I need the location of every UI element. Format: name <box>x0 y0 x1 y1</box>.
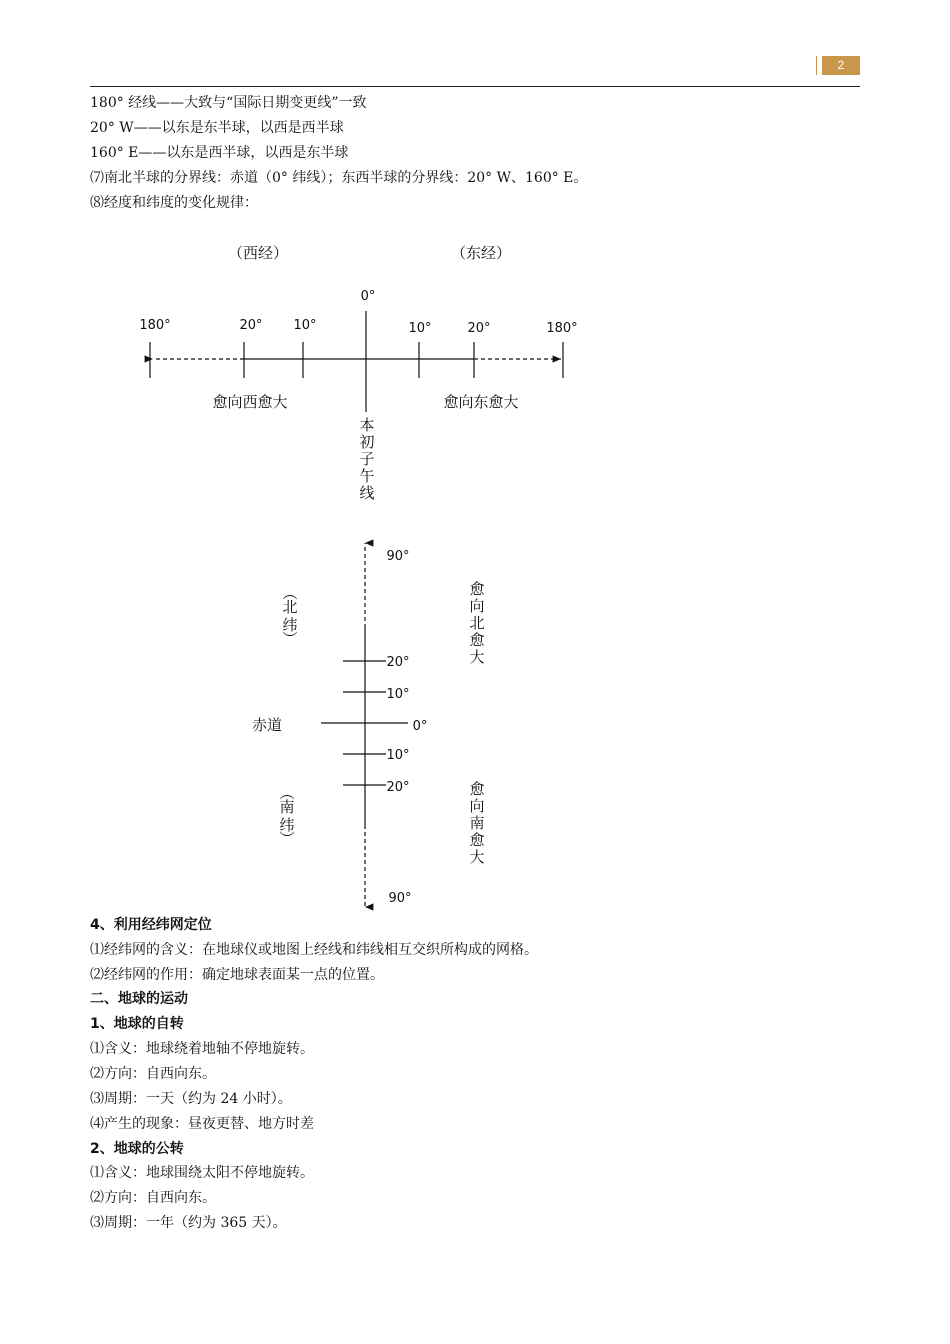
south-latitude-char: 纬 <box>279 816 295 834</box>
east-trend-label: 愈向东愈大 <box>443 393 519 411</box>
tick-label: 180° <box>546 321 578 336</box>
south-trend-char: 大 <box>469 848 485 866</box>
text-line: ⑴含义：地球围绕太阳不停地旋转。 <box>90 1165 314 1181</box>
north-trend-char: 北 <box>469 614 485 632</box>
west-longitude-label: （西经） <box>227 244 289 262</box>
section-heading: 二、地球的运动 <box>90 991 188 1007</box>
tick-label: 20° <box>239 318 263 333</box>
section-heading: 1、地球的自转 <box>90 1016 184 1032</box>
tick-label: 20° <box>386 780 410 795</box>
longitude-diagram <box>139 244 577 502</box>
tick-label: 10° <box>408 321 432 336</box>
text-line: ⑴含义：地球绕着地轴不停地旋转。 <box>90 1041 314 1057</box>
north-latitude-char: 纬 <box>282 616 298 634</box>
section-heading: 4、利用经纬网定位 <box>90 917 212 933</box>
north-trend-char: 愈 <box>469 580 485 598</box>
text-line: 180° 经线——大致与“国际日期变更线”一致 <box>90 95 367 111</box>
south-pole-label: 90° <box>388 891 412 906</box>
south-trend-char: 愈 <box>469 831 485 849</box>
page-number-badge: 2 <box>822 56 860 75</box>
equator-label: 赤道 <box>251 716 283 734</box>
text-line: 20° W——以东是东半球，以西是西半球 <box>90 120 344 136</box>
north-latitude-char: ︶ <box>282 630 298 648</box>
tick-label: 10° <box>293 318 317 333</box>
prime-meridian-char: 午 <box>359 467 375 485</box>
south-trend-char: 南 <box>469 814 485 832</box>
latitude-diagram <box>252 543 485 907</box>
zero-longitude-label: 0° <box>360 289 376 304</box>
north-trend-char: 愈 <box>469 631 485 649</box>
prime-meridian-char: 本 <box>359 416 375 434</box>
tick-label: 0° <box>412 719 428 734</box>
north-latitude-char: ︵ <box>282 584 298 602</box>
tick-label: 20° <box>467 321 491 336</box>
tick-label: 10° <box>386 748 410 763</box>
prime-meridian-char: 线 <box>359 484 375 502</box>
east-longitude-label: （东经） <box>450 244 512 262</box>
text-line: ⑺南北半球的分界线：赤道（0° 纬线）；东西半球的分界线：20° W、160° E。 <box>90 170 588 186</box>
north-pole-label: 90° <box>386 549 410 564</box>
south-latitude-char: ︶ <box>279 830 295 848</box>
south-latitude-char: 南 <box>279 798 295 816</box>
text-line: ⑴经纬网的含义：在地球仪或地图上经线和纬线相互交织所构成的网格。 <box>90 942 538 958</box>
tick-label: 10° <box>386 687 410 702</box>
west-trend-label: 愈向西愈大 <box>212 393 288 411</box>
text-line: ⑵经纬网的作用：确定地球表面某一点的位置。 <box>90 967 384 983</box>
south-latitude-char: ︵ <box>279 784 295 802</box>
text-line: 160° E——以东是西半球，以西是东半球 <box>90 145 349 161</box>
tick-label: 180° <box>139 318 171 333</box>
prime-meridian-char: 初 <box>359 433 375 451</box>
north-trend-char: 大 <box>469 648 485 666</box>
south-trend-char: 愈 <box>469 780 485 798</box>
north-latitude-char: 北 <box>282 598 298 616</box>
text-line: ⑶周期：一年（约为 365 天）。 <box>90 1215 287 1231</box>
south-trend-char: 向 <box>469 797 485 815</box>
text-line: ⑵方向：自西向东。 <box>90 1066 216 1082</box>
tick-label: 20° <box>386 655 410 670</box>
prime-meridian-char: 子 <box>359 450 375 468</box>
section-heading: 2、地球的公转 <box>90 1141 184 1157</box>
text-line: ⑻经度和纬度的变化规律： <box>90 195 258 211</box>
text-line: ⑷产生的现象：昼夜更替、地方时差 <box>90 1116 314 1132</box>
text-line: ⑵方向：自西向东。 <box>90 1190 216 1206</box>
north-trend-char: 向 <box>469 597 485 615</box>
text-line: ⑶周期：一天（约为 24 小时）。 <box>90 1091 292 1107</box>
